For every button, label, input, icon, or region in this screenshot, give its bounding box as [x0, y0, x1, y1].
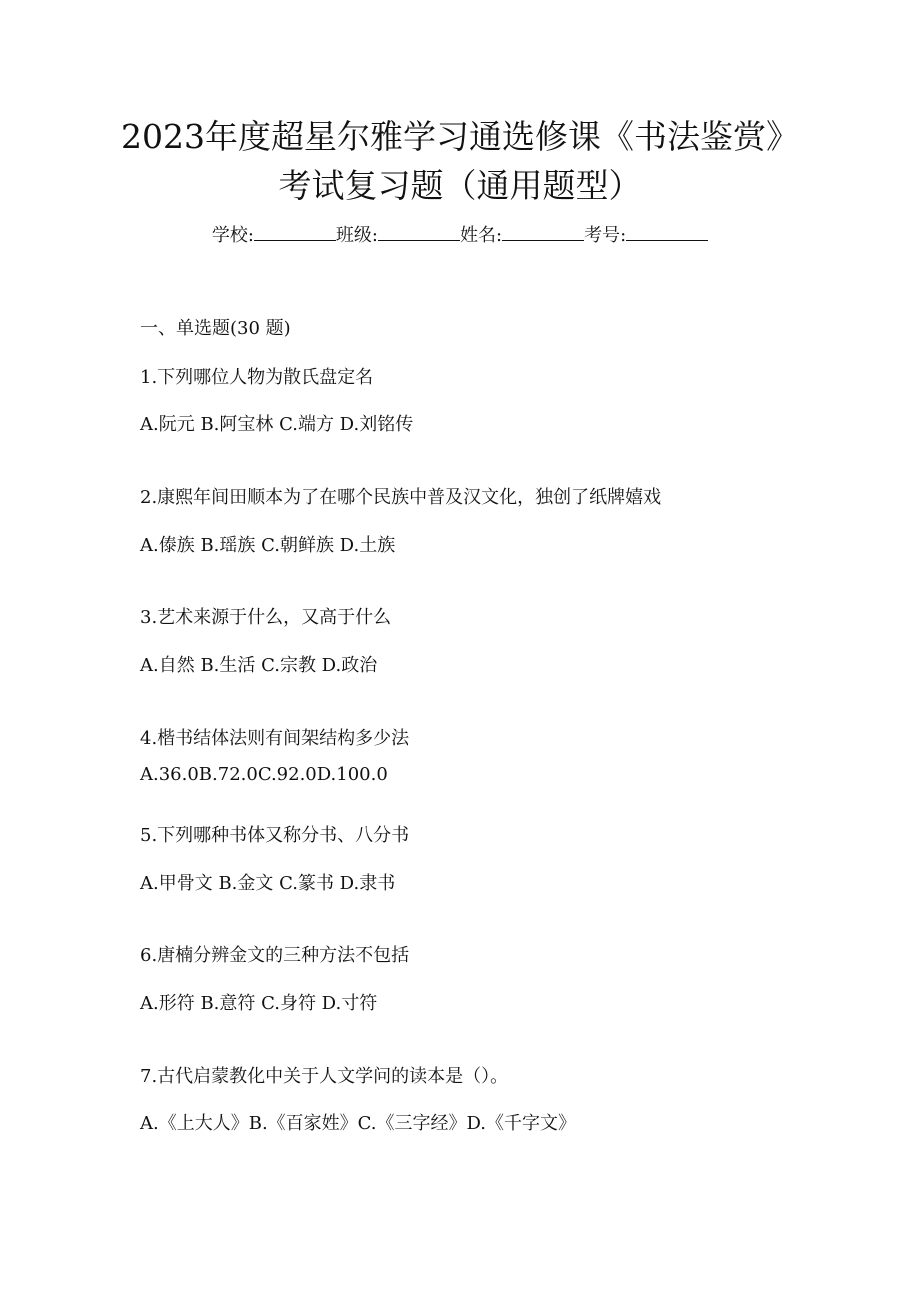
- class-blank: [378, 222, 460, 241]
- student-info-row: [0, 222, 920, 249]
- question-5-text: 5.下列哪种书体又称分书、八分书: [140, 825, 410, 846]
- question-4-text: 4.楷书结体法则有间架结构多少法: [140, 728, 410, 749]
- question-7-options: A.《上大人》B.《百家姓》C.《三字经》D.《千字文》: [140, 1113, 577, 1134]
- exam-number-label: 考号:: [584, 225, 627, 246]
- question-4-options: A.36.0B.72.0C.92.0D.100.0: [140, 764, 388, 785]
- document-title-line-1: 2023年度超星尔雅学习通选修课《书法鉴赏》: [121, 117, 799, 156]
- school-label: 学校:: [211, 225, 254, 246]
- name-label: 姓名:: [460, 225, 503, 246]
- question-5-options: A.甲骨文 B.金文 C.篆书 D.隶书: [140, 873, 396, 894]
- document-title-line-2: 考试复习题（通用题型）: [278, 166, 642, 205]
- exam-number-blank: [626, 222, 708, 241]
- class-label: 班级:: [335, 225, 378, 246]
- question-6-options: A.形符 B.意符 C.身符 D.寸符: [140, 993, 378, 1014]
- question-7-text: 7.古代启蒙教化中关于人文学问的读本是（）。: [140, 1066, 509, 1087]
- question-3-options: A.自然 B.生活 C.宗教 D.政治: [140, 655, 378, 676]
- school-blank: [254, 222, 336, 241]
- question-2-text: 2.康熙年间田顺本为了在哪个民族中普及汉文化，独创了纸牌嬉戏: [140, 487, 662, 508]
- question-2-options: A.傣族 B.瑶族 C.朝鲜族 D.土族: [140, 535, 396, 556]
- question-6-text: 6.唐楠分辨金文的三种方法不包括: [140, 945, 410, 966]
- section-heading: 一、单选题(30 题): [140, 318, 291, 339]
- question-3-text: 3.艺术来源于什么，又高于什么: [140, 607, 392, 628]
- name-blank: [502, 222, 584, 241]
- question-1-text: 1.下列哪位人物为散氏盘定名: [140, 367, 374, 388]
- question-1-options: A.阮元 B.阿宝林 C.端方 D.刘铭传: [140, 414, 414, 435]
